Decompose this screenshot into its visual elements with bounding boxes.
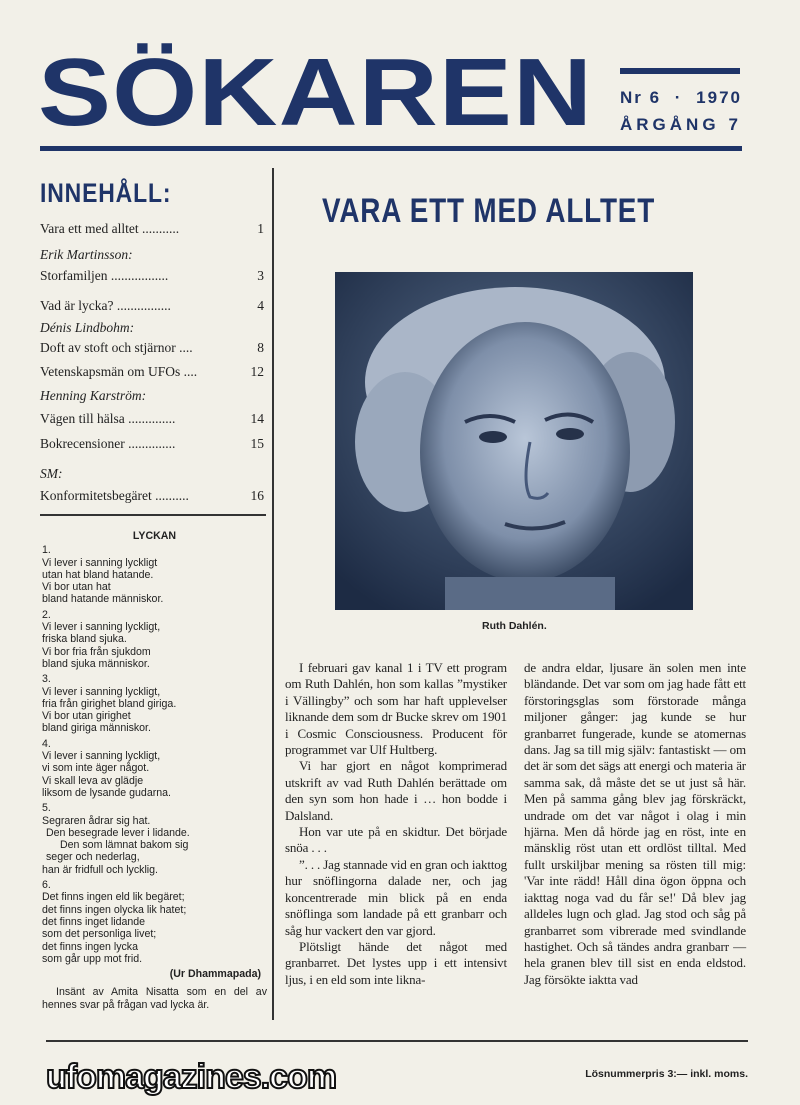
toc-entry[interactable] xyxy=(40,488,264,504)
toc-entry[interactable] xyxy=(40,268,264,284)
toc-page: 1 xyxy=(257,221,264,236)
poem-stanza xyxy=(42,738,267,799)
toc-title: Doft av stoft och stjärnor .... xyxy=(40,340,193,355)
poem-stanza xyxy=(42,544,267,605)
toc-page: 8 xyxy=(257,340,264,355)
poem-line: det finns ingen lycka xyxy=(42,940,138,953)
issue-year: 1970 xyxy=(696,88,742,107)
toc-author xyxy=(40,466,264,482)
volume-number: 7 xyxy=(728,115,742,134)
poem-line: bland sjuka människor. xyxy=(42,657,150,670)
poem-stanza xyxy=(42,609,267,670)
toc-heading: INNEHÅLL: xyxy=(40,178,172,208)
article-paragraph: Plötsligt hände det något med granbarret. Det lystes upp i ett intensivt ljus, i en eld som inte likna- xyxy=(285,938,507,987)
toc-entry[interactable] xyxy=(40,221,264,237)
toc-author xyxy=(40,388,264,404)
poem-source: (Ur Dhammapada) xyxy=(169,968,261,981)
toc-title: Erik Martinsson: xyxy=(40,247,133,262)
toc-title: Vetenskapsmän om UFOs .... xyxy=(40,364,198,379)
poem-stanza xyxy=(42,673,267,734)
poem-line: Vi lever i sanning lyckligt, xyxy=(42,685,161,698)
poem-line: Segraren ådrar sig hat. xyxy=(42,814,151,827)
poem-line: bland giriga människor. xyxy=(42,722,151,735)
article-column-2 xyxy=(524,660,746,988)
poem-line: Vi bor utan girighet xyxy=(42,710,131,723)
poem-line: utan hat bland hatande. xyxy=(42,568,154,581)
masthead-rule-top xyxy=(620,68,740,74)
portrait-photo xyxy=(335,272,693,610)
poem-line: 1. xyxy=(42,544,51,557)
toc-author xyxy=(40,320,264,336)
toc-page: 3 xyxy=(257,268,264,283)
toc-page: 14 xyxy=(250,411,264,426)
issue-label: Nr 6 xyxy=(620,88,662,107)
poem-line: Den som lämnat bakom sig xyxy=(60,839,189,852)
poem-stanzas xyxy=(42,544,267,965)
poem-line: bland hatande människor. xyxy=(42,593,164,606)
poem-line: Vi lever i sanning lyckligt, xyxy=(42,750,161,763)
toc-title: Dénis Lindbohm: xyxy=(40,320,135,335)
poem-line: Vi bor utan hat xyxy=(42,581,111,594)
article-paragraph: ”. . . Jag stannade vid en gran och iakttog hur snöflingorna dalade ner, och jag koncentrerade min blick på en enda snöflinga som landade på ett granbarr och såg hur vackert den var gjord. xyxy=(285,856,507,938)
poem-line: liksom de lysande gudarna. xyxy=(42,786,171,799)
poem-line: 2. xyxy=(42,608,51,621)
poem-line: Den besegrade lever i lidande. xyxy=(46,826,190,839)
poem-line: friska bland sjuka. xyxy=(42,633,127,646)
poem-line: som det personliga livet; xyxy=(42,928,157,941)
article-paragraph: de andra eldar, ljusare än solen men inte bländande. Det var som om jag hade fått ett förstoringsglas som förstorade många miljoner gånger: jag kunde se hur granbarret fungerade, kunde se atomernas dans. Jag sa till mig själv: fantastiskt — om det är som det sägs att energi och materia är samma sak, då måste det se ut just så här. Men på samma gång blev jag förskräckt, undrade om det var något i olag i min hjärna. Men då hörde jag en röst, inte en mänsklig röst utan ett ordlöst tilltal. Med fullt urskiljbar mening sa rösten till mig: 'Var inte rädd! Håll dina ögon öppna och iakttag noga vad du får se!' Då blev jag alldeles lugn och glad. Jag stod och såg på granbarret som vibrerade med svindlande hastighet. Och så tändes andra granbarr — hela granen blev till sist en enda eldstod. Jag försökte iaktta vad xyxy=(524,660,746,987)
toc-page: 4 xyxy=(257,298,264,313)
poem-line: Vi skall leva av glädje xyxy=(42,774,144,787)
masthead-title: SÖKAREN xyxy=(38,39,594,146)
poem-line: seger och nederlag, xyxy=(46,851,140,864)
poem-line: Det finns ingen eld lik begäret; xyxy=(42,891,185,904)
volume xyxy=(620,115,742,135)
toc-page: 12 xyxy=(250,364,264,379)
article-paragraph: Hon var ute på en skidtur. Det började snöa . . . xyxy=(285,824,507,856)
poem-note: Insänt av Amita Nisatta som en del av hennes svar på frågan vad lycka är. xyxy=(42,986,267,1011)
issue-separator: · xyxy=(674,88,683,107)
masthead-rule xyxy=(40,146,742,151)
poem-line: 5. xyxy=(42,802,51,815)
toc-title: Konformitetsbegäret .......... xyxy=(40,488,189,503)
poem xyxy=(42,530,267,1011)
toc-entry[interactable] xyxy=(40,411,264,427)
bottom-rule xyxy=(46,1040,748,1042)
toc-title: SM: xyxy=(40,466,63,481)
poem-line: vi som inte äger något. xyxy=(42,762,150,775)
poem-line: det finns inget lidande xyxy=(42,915,146,928)
volume-label: ÅRGÅNG xyxy=(620,115,720,134)
poem-line: 4. xyxy=(42,737,51,750)
poem-line: Vi lever i sanning lyckligt, xyxy=(42,621,161,634)
toc-title: Vara ett med alltet ........... xyxy=(40,221,180,236)
article-column-1 xyxy=(285,660,507,988)
toc-title: Vad är lycka? ................ xyxy=(40,298,171,313)
divider xyxy=(40,514,266,516)
article-paragraph: Vi har gjort en något komprimerad utskrift av vad Ruth Dahlén berättade om den syn som hon hade i … hon bodde i Dalsland. xyxy=(285,758,507,823)
toc-entry[interactable] xyxy=(40,364,264,380)
poem-line: som går upp mot frid. xyxy=(42,952,143,965)
price-note: Lösnummerpris 3:— inkl. moms. xyxy=(585,1068,748,1080)
article-paragraph: I februari gav kanal 1 i TV ett program om Ruth Dahlén, hon som kallas ”mystiker i Vällingby” och som har haft upplevelser liknande dem som dr Bucke skrev om 1901 i Cosmic Consciousness. Producent för programmet var Ulf Hultberg. xyxy=(285,660,507,758)
poem-stanza xyxy=(42,879,267,965)
article-title: VARA ETT MED ALLTET xyxy=(322,192,656,230)
poem-stanza xyxy=(42,802,267,876)
toc-title: Vägen till hälsa .............. xyxy=(40,411,176,426)
poem-line: fria från girighet bland giriga. xyxy=(42,697,177,710)
poem-line: 6. xyxy=(42,879,51,892)
poem-line: Vi lever i sanning lyckligt xyxy=(42,556,158,569)
poem-title: LYCKAN xyxy=(132,530,177,542)
poem-line: 3. xyxy=(42,673,51,686)
toc-title: Storfamiljen ................. xyxy=(40,268,169,283)
toc-title: Bokrecensioner .............. xyxy=(40,436,176,451)
toc-entry[interactable] xyxy=(40,340,264,356)
toc-author xyxy=(40,247,264,263)
poem-line: han är fridfull och lycklig. xyxy=(42,863,158,876)
toc-title: Henning Karström: xyxy=(40,388,147,403)
poem-line: det finns ingen olycka lik hatet; xyxy=(42,903,187,916)
toc-entry[interactable] xyxy=(40,298,264,314)
photo-caption: Ruth Dahlén. xyxy=(482,620,547,632)
toc-page: 15 xyxy=(250,436,264,451)
toc-page: 16 xyxy=(250,488,264,503)
watermark: ufomagazines.com xyxy=(46,1058,337,1096)
poem-line: Vi bor fria från sjukdom xyxy=(42,645,151,658)
toc-entry[interactable] xyxy=(40,436,264,452)
column-divider xyxy=(272,168,274,1020)
issue-number xyxy=(620,88,742,108)
